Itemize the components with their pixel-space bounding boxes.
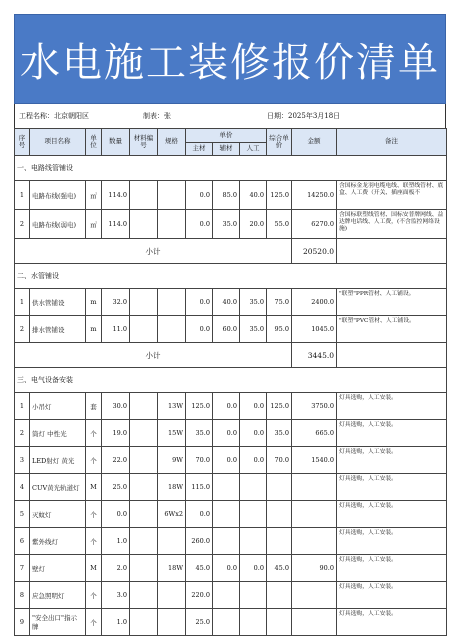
date-text: 日期：2025年3月18日: [267, 112, 341, 120]
cell-labor: [240, 501, 267, 528]
cell-seq: 5: [15, 501, 30, 528]
table-row: [15, 289, 447, 316]
cell-remark: 灯具选购，人工安装。: [337, 609, 447, 636]
cell-code: [130, 555, 158, 582]
cell-qty: 1.0: [102, 528, 130, 555]
cell-amount: 3750.0: [292, 393, 337, 420]
cell-aux: 85.0: [213, 181, 240, 210]
cell-qty: 19.0: [102, 420, 130, 447]
col-item: 项目名称: [30, 129, 86, 156]
cell-labor: 0.0: [240, 555, 267, 582]
cell-remark: 灯具选购，人工安装。: [337, 447, 447, 474]
project-name: 工程名称：北京朝阳区: [19, 112, 89, 120]
cell-code: [130, 316, 158, 343]
cell-main: 0.0: [186, 501, 213, 528]
cell-code: [130, 289, 158, 316]
cell-aux: 60.0: [213, 316, 240, 343]
cell-spec: [158, 316, 186, 343]
cell-name: 电路布线(强电): [30, 181, 86, 210]
cell-amount: [292, 528, 337, 555]
cell-aux: 0.0: [213, 447, 240, 474]
cell-remark: 灯具选购，人工安装。: [337, 528, 447, 555]
table-row: [15, 181, 447, 210]
col-seq: 序号: [15, 129, 30, 156]
cell-spec: 6Wx2: [158, 501, 186, 528]
cell-unit: 个: [86, 528, 102, 555]
cell-qty: 32.0: [102, 289, 130, 316]
cell-code: [130, 474, 158, 501]
quote-table: [14, 128, 447, 636]
cell-unit: m: [86, 289, 102, 316]
table-row: [15, 420, 447, 447]
cell-amount: 90.0: [292, 555, 337, 582]
cell-qty: 22.0: [102, 447, 130, 474]
cell-unit: 个: [86, 447, 102, 474]
cell-remark: 含国标金龙羽电缆电线、联塑线管材、底盒、人工费（开关、插座面板不: [337, 181, 447, 210]
cell-name: 灭蚊灯: [30, 501, 86, 528]
cell-name: 筒灯 中性光: [30, 420, 86, 447]
cell-name: 紫外线灯: [30, 528, 86, 555]
cell-code: [130, 582, 158, 609]
cell-spec: [158, 609, 186, 636]
cell-spec: [158, 181, 186, 210]
table-row: [15, 555, 447, 582]
cell-amount: 1045.0: [292, 316, 337, 343]
cell-spec: [158, 528, 186, 555]
cell-unit: 个: [86, 582, 102, 609]
cell-remark: "联塑"PVC管材、人工铺设。: [337, 316, 447, 343]
quotation-sheet: [14, 14, 446, 631]
col-aux: 辅材: [213, 142, 240, 156]
subtotal-remark: [337, 343, 447, 368]
cell-amount: [292, 474, 337, 501]
cell-labor: [240, 474, 267, 501]
cell-labor: [240, 609, 267, 636]
cell-amount: [292, 582, 337, 609]
cell-seq: 1: [15, 181, 30, 210]
cell-amount: 14250.0: [292, 181, 337, 210]
table-row: [15, 316, 447, 343]
cell-main: 125.0: [186, 393, 213, 420]
cell-composite: 55.0: [267, 210, 292, 239]
cell-spec: 15W: [158, 420, 186, 447]
cell-aux: [213, 609, 240, 636]
cell-qty: 114.0: [102, 181, 130, 210]
cell-qty: 25.0: [102, 474, 130, 501]
cell-seq: 2: [15, 420, 30, 447]
cell-aux: 0.0: [213, 555, 240, 582]
cell-spec: 18W: [158, 474, 186, 501]
subtotal-value: 3445.0: [292, 343, 337, 368]
cell-seq: 2: [15, 210, 30, 239]
header-row-1: [15, 129, 447, 143]
cell-unit: 个: [86, 420, 102, 447]
cell-composite: 75.0: [267, 289, 292, 316]
col-code: 材料编号: [130, 129, 158, 156]
cell-remark: 灯具选购，人工安装。: [337, 393, 447, 420]
cell-code: [130, 447, 158, 474]
cell-seq: 6: [15, 528, 30, 555]
cell-remark: "联塑"PPR管材、人工铺设。: [337, 289, 447, 316]
table-row: [15, 582, 447, 609]
cell-remark: 灯具选购，人工安装。: [337, 420, 447, 447]
cell-qty: 3.0: [102, 582, 130, 609]
cell-unit: 个: [86, 501, 102, 528]
cell-spec: 9W: [158, 447, 186, 474]
col-remark: 备注: [337, 129, 447, 156]
subtotal-value: 20520.0: [292, 239, 337, 264]
cell-name: 排水管铺设: [30, 316, 86, 343]
cell-labor: 20.0: [240, 210, 267, 239]
section-title: 一、电路线管铺设: [15, 156, 447, 181]
cell-qty: 0.0: [102, 501, 130, 528]
cell-aux: [213, 528, 240, 555]
table-row: [15, 609, 447, 636]
subtotal-label: 小计: [15, 239, 292, 264]
table-row: [15, 447, 447, 474]
cell-labor: 0.0: [240, 393, 267, 420]
cell-qty: 1.0: [102, 609, 130, 636]
cell-unit: M: [86, 555, 102, 582]
cell-name: CUV黄光轨道灯: [30, 474, 86, 501]
col-labor: 人工: [240, 142, 267, 156]
cell-qty: 30.0: [102, 393, 130, 420]
cell-amount: 2400.0: [292, 289, 337, 316]
cell-name: "安全出口"指示牌: [30, 609, 86, 636]
section-title: 二、水管铺设: [15, 264, 447, 289]
cell-name: 应急照明灯: [30, 582, 86, 609]
cell-unit: m: [86, 316, 102, 343]
cell-qty: 2.0: [102, 555, 130, 582]
cell-qty: 11.0: [102, 316, 130, 343]
cell-seq: 8: [15, 582, 30, 609]
table-row: [15, 393, 447, 420]
cell-composite: 35.0: [267, 420, 292, 447]
cell-spec: [158, 582, 186, 609]
cell-labor: 0.0: [240, 420, 267, 447]
col-unit: 单位: [86, 129, 102, 156]
table-body: [15, 156, 447, 636]
cell-main: 0.0: [186, 181, 213, 210]
cell-main: 0.0: [186, 289, 213, 316]
cell-remark: 灯具选购，人工安装。: [337, 582, 447, 609]
cell-labor: [240, 528, 267, 555]
cell-spec: 18W: [158, 555, 186, 582]
cell-amount: [292, 609, 337, 636]
cell-labor: 0.0: [240, 447, 267, 474]
table-row: [15, 528, 447, 555]
cell-labor: 35.0: [240, 316, 267, 343]
cell-unit: 个: [86, 609, 102, 636]
table-row: [15, 210, 447, 239]
maker-name: 制表：张: [143, 112, 171, 120]
subtotal-remark: [337, 239, 447, 264]
subtotal-row: [15, 343, 447, 368]
cell-seq: 4: [15, 474, 30, 501]
cell-aux: 0.0: [213, 420, 240, 447]
cell-main: 0.0: [186, 316, 213, 343]
cell-amount: [292, 501, 337, 528]
col-amount: 金额: [292, 129, 337, 156]
cell-main: 70.0: [186, 447, 213, 474]
subtotal-label: 小计: [15, 343, 292, 368]
cell-name: LED射灯 黄光: [30, 447, 86, 474]
col-main: 主材: [186, 142, 213, 156]
cell-aux: [213, 582, 240, 609]
cell-aux: [213, 474, 240, 501]
cell-name: 电路布线(弱电): [30, 210, 86, 239]
cell-spec: [158, 289, 186, 316]
cell-composite: [267, 528, 292, 555]
cell-composite: 70.0: [267, 447, 292, 474]
cell-composite: 95.0: [267, 316, 292, 343]
cell-remark: 灯具选购，人工安装。: [337, 555, 447, 582]
cell-code: [130, 210, 158, 239]
cell-labor: 35.0: [240, 289, 267, 316]
cell-amount: 6270.0: [292, 210, 337, 239]
cell-composite: [267, 609, 292, 636]
cell-composite: 125.0: [267, 393, 292, 420]
cell-aux: [213, 501, 240, 528]
cell-seq: 1: [15, 289, 30, 316]
cell-remark: 含国标联塑线管材、国标安普牌网线、益达牌电话线、人工费，(不含监控网络设施): [337, 210, 447, 239]
cell-composite: [267, 501, 292, 528]
col-spec: 规格: [158, 129, 186, 156]
subtotal-row: [15, 239, 447, 264]
cell-seq: 9: [15, 609, 30, 636]
cell-labor: [240, 582, 267, 609]
cell-main: 115.0: [186, 474, 213, 501]
cell-composite: 125.0: [267, 181, 292, 210]
cell-seq: 7: [15, 555, 30, 582]
cell-code: [130, 528, 158, 555]
cell-seq: 1: [15, 393, 30, 420]
cell-spec: 13W: [158, 393, 186, 420]
cell-amount: 1540.0: [292, 447, 337, 474]
cell-aux: 35.0: [213, 210, 240, 239]
table-row: [15, 474, 447, 501]
section-title: 三、电气设备安装: [15, 368, 447, 393]
cell-seq: 3: [15, 447, 30, 474]
cell-unit: 套: [86, 393, 102, 420]
cell-name: 供水管铺设: [30, 289, 86, 316]
cell-code: [130, 501, 158, 528]
cell-remark: 灯具选购，人工安装。: [337, 474, 447, 501]
cell-code: [130, 420, 158, 447]
cell-main: 260.0: [186, 528, 213, 555]
cell-composite: [267, 474, 292, 501]
cell-labor: 40.0: [240, 181, 267, 210]
cell-main: 35.0: [186, 420, 213, 447]
section-header: [15, 156, 447, 181]
cell-code: [130, 181, 158, 210]
cell-unit: M: [86, 474, 102, 501]
cell-name: 壁灯: [30, 555, 86, 582]
cell-aux: 0.0: [213, 393, 240, 420]
cell-code: [130, 393, 158, 420]
cell-composite: [267, 582, 292, 609]
col-composite: 综合单价: [267, 129, 292, 156]
meta-row: [14, 104, 446, 128]
cell-main: 25.0: [186, 609, 213, 636]
cell-main: 0.0: [186, 210, 213, 239]
cell-seq: 2: [15, 316, 30, 343]
cell-remark: 灯具选购，人工安装。: [337, 501, 447, 528]
cell-main: 45.0: [186, 555, 213, 582]
cell-qty: 114.0: [102, 210, 130, 239]
col-qty: 数量: [102, 129, 130, 156]
cell-code: [130, 609, 158, 636]
cell-unit: ㎡: [86, 210, 102, 239]
section-header: [15, 368, 447, 393]
cell-unit: ㎡: [86, 181, 102, 210]
cell-spec: [158, 210, 186, 239]
page-title: 水电施工装修报价清单: [14, 14, 446, 104]
cell-amount: 665.0: [292, 420, 337, 447]
cell-composite: 45.0: [267, 555, 292, 582]
col-price: 单价: [186, 129, 267, 143]
cell-main: 220.0: [186, 582, 213, 609]
cell-aux: 40.0: [213, 289, 240, 316]
cell-name: 小吊灯: [30, 393, 86, 420]
table-row: [15, 501, 447, 528]
section-header: [15, 264, 447, 289]
